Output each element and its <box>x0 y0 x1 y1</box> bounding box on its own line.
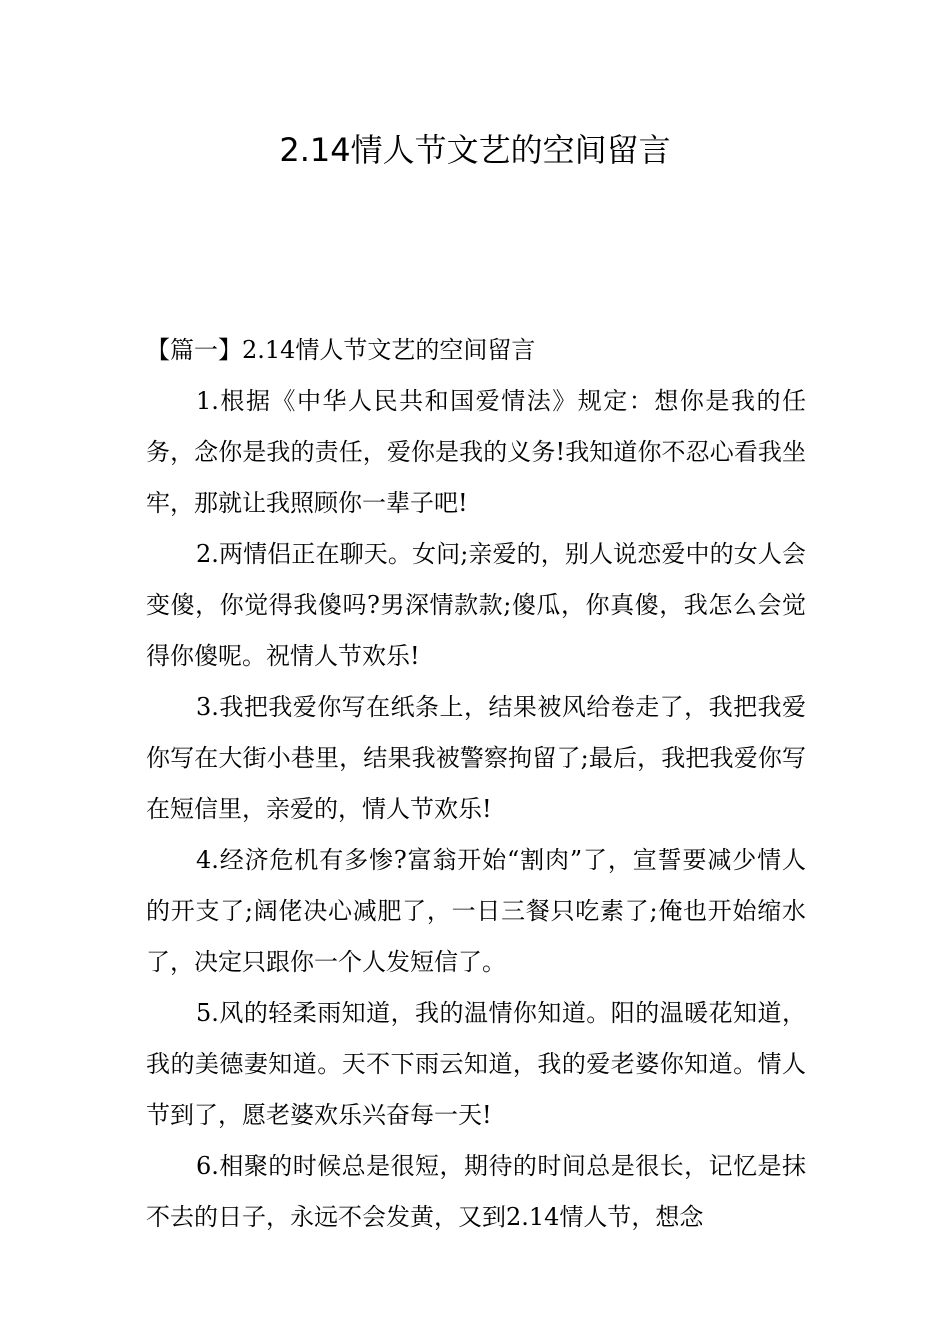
document-title: 2.14情人节文艺的空间留言 <box>279 131 671 169</box>
paragraph-6: 6.相聚的时候总是很短，期待的时间总是很长，记忆是抹不去的日子，永远不会发黄，又到2.14情人节，想念 <box>146 1152 806 1231</box>
paragraph-5: 5.风的轻柔雨知道，我的温情你知道。阳的温暖花知道，我的美德妻知道。天不下雨云知道，我的爱老婆你知道。情人节到了，愿老婆欢乐兴奋每一天! <box>146 999 806 1129</box>
section-heading: 【篇一】2.14情人节文艺的空间留言 <box>146 336 536 364</box>
document-body <box>146 325 806 1243</box>
paragraph-3: 3.我把我爱你写在纸条上，结果被风给卷走了，我把我爱你写在大街小巷里，结果我被警察拘留了;最后，我把我爱你写在短信里，亲爱的，情人节欢乐! <box>146 693 806 823</box>
paragraph-2: 2.两情侣正在聊天。女问;亲爱的，别人说恋爱中的女人会变傻，你觉得我傻吗?男深情款款;傻瓜，你真傻，我怎么会觉得你傻呢。祝情人节欢乐! <box>146 540 806 670</box>
paragraph-1: 1.根据《中华人民共和国爱情法》规定：想你是我的任务，念你是我的责任，爱你是我的义务!我知道你不忍心看我坐牢，那就让我照顾你一辈子吧! <box>146 387 806 517</box>
paragraph-4: 4.经济危机有多惨?富翁开始“割肉”了，宣誓要减少情人的开支了;阔佬决心减肥了，一日三餐只吃素了;俺也开始缩水了，决定只跟你一个人发短信了。 <box>146 846 806 976</box>
